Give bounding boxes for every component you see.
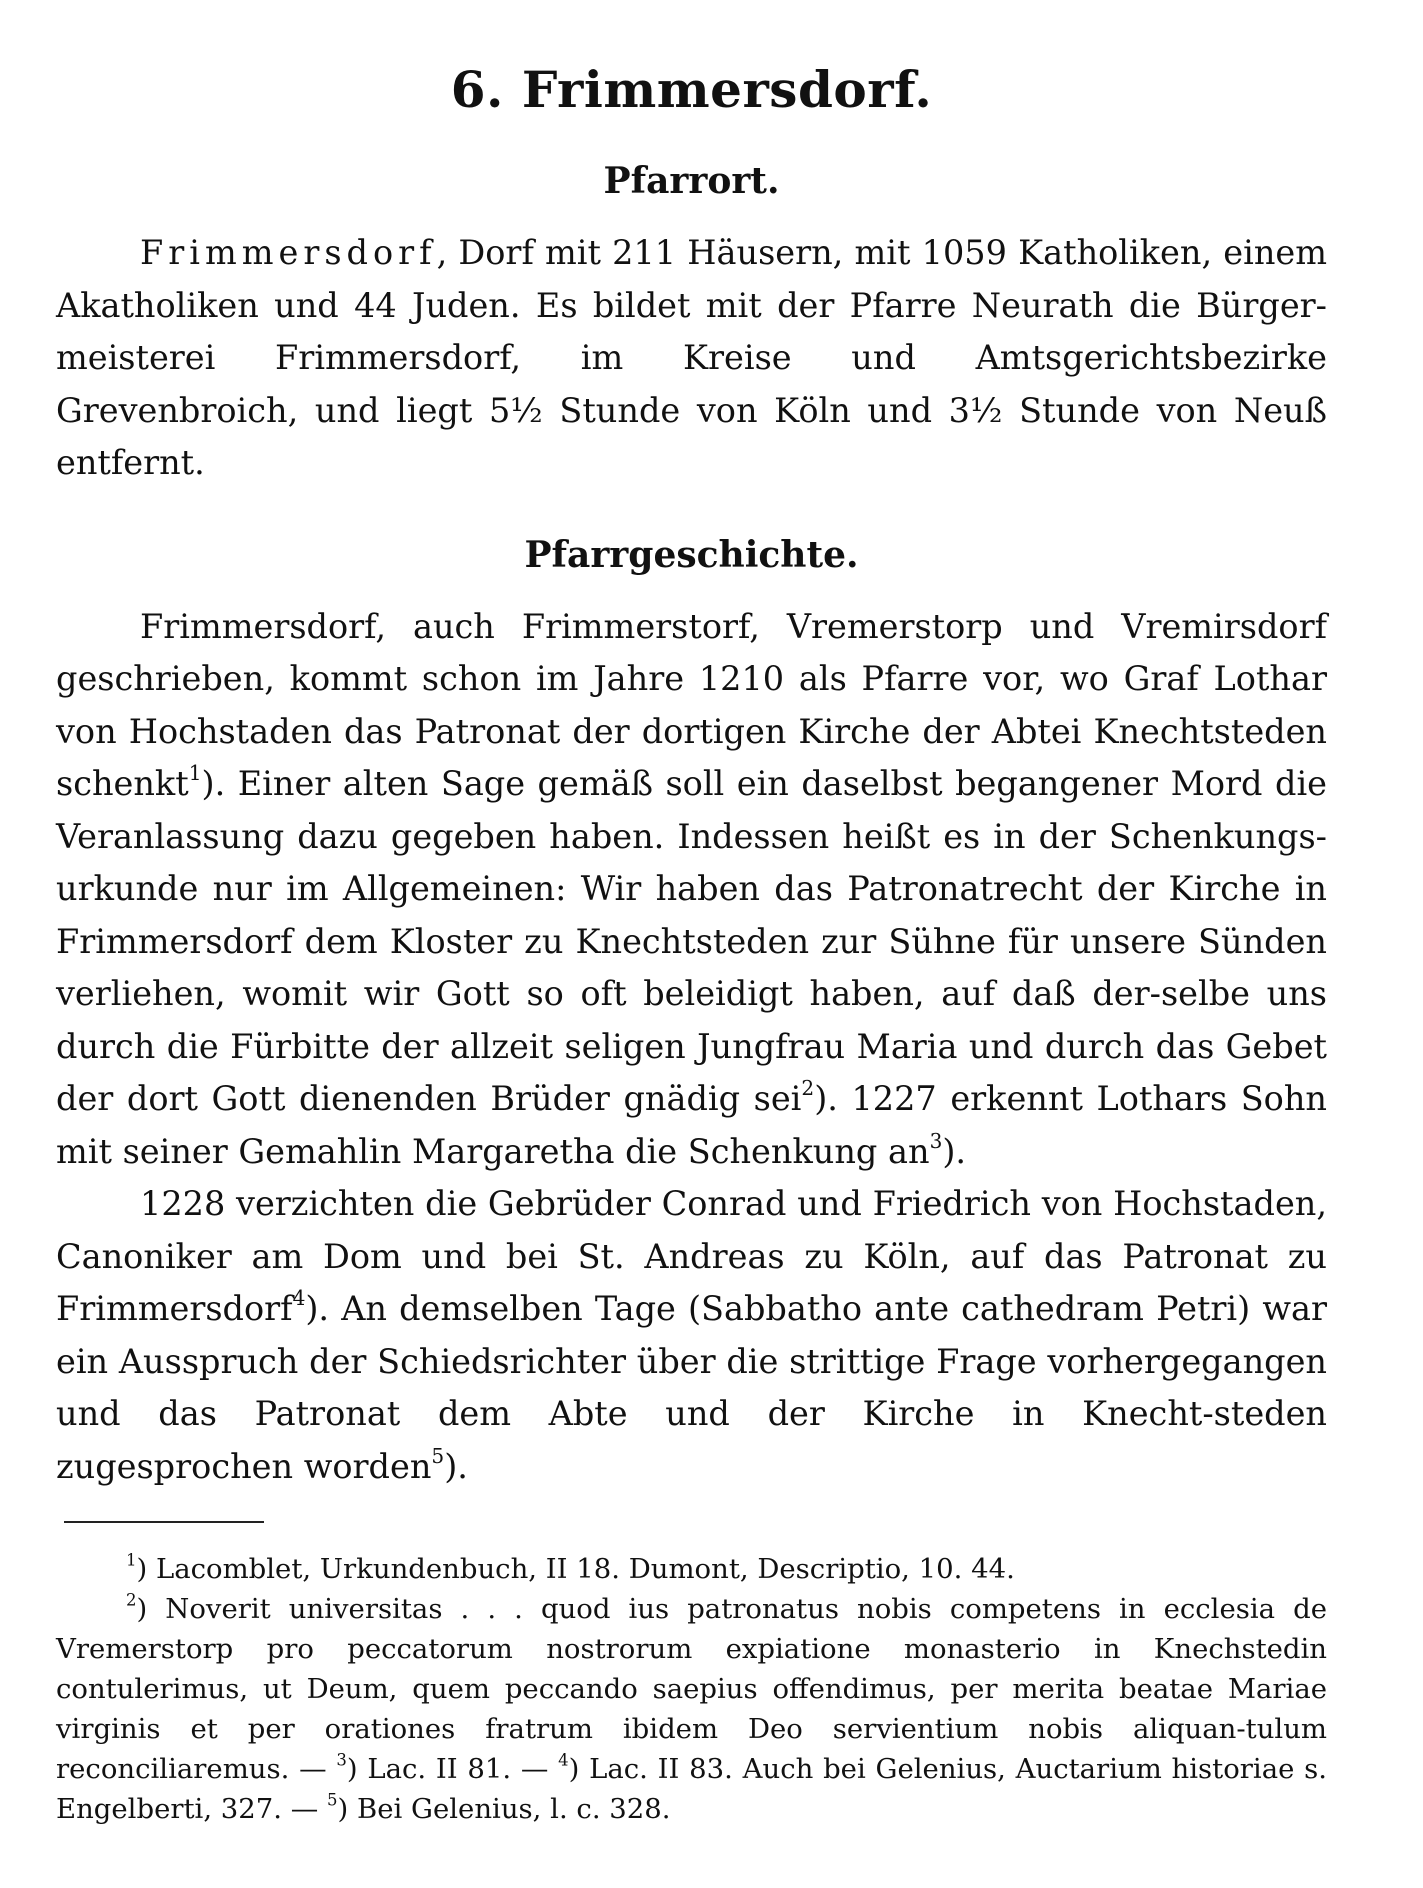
- footnote-text: ) Lacomblet, Urkundenbuch, II 18. Dumont, Descriptio, 10. 44.: [136, 1553, 1015, 1586]
- footnote-number: 1: [126, 1551, 137, 1570]
- footnote-number: 3: [336, 1751, 347, 1770]
- paragraph-pfarrort: [56, 227, 1327, 490]
- lead-placename: Frimmersdorf: [140, 233, 437, 273]
- paragraph-text: ). 1227 erkennt Lothars Sohn mit seiner Gemahlin Margaretha die Schenkung an: [56, 1079, 1327, 1171]
- footnote-number: 2: [126, 1591, 137, 1610]
- paragraph-text: Frimmersdorf, auch Frimmerstorf, Vremerstorp und Vremirsdorf geschrieben, kommt schon im Jahre 1210 als Pfarre vor, wo Graf Lothar von Hochstaden das Patronat der dortigen Kirche der Abtei Knechtsteden schenkt: [56, 606, 1327, 804]
- footnote-1: [56, 1549, 1327, 1589]
- footnote-ref-5: 5: [431, 1443, 445, 1468]
- footnote-2: [56, 1589, 1327, 1829]
- footnote-ref-1: 1: [188, 761, 202, 786]
- paragraph-text: 1228 verzichten die Gebrüder Conrad und Friedrich von Hochstaden, Canoniker am Dom und bei St. Andreas zu Köln, auf das Patronat zu Frimmersdorf: [56, 1184, 1327, 1329]
- footnote-number: 4: [558, 1751, 569, 1770]
- footnote-text: ) Lac. II 83. Auch bei Gelenius, Auctarium historiae s. Engelberti, 327. —: [56, 1753, 1327, 1826]
- paragraph-text: ).: [942, 1131, 967, 1171]
- paragraph-text: ).: [444, 1446, 468, 1486]
- footnote-divider: [64, 1521, 264, 1523]
- section-heading-pfarrort: Pfarrort.: [603, 160, 780, 202]
- footnote-ref-3: 3: [929, 1128, 943, 1153]
- footnote-text: ) Noverit universitas . . . quod ius patronatus nobis competens in ecclesia de Vremerstorp pro peccatorum nostrorum expiatione monasterio in Knechstedin contulerimus, ut Deum, quem peccando saepius offendimus, per merita beatae Mariae virginis et per orationes fratrum ibidem Deo servientium nobis aliquan-tulum reconciliaremus. —: [56, 1593, 1327, 1786]
- section-heading-pfarrgeschichte: Pfarrgeschichte.: [524, 533, 859, 576]
- paragraph-history-2: [56, 1178, 1327, 1493]
- footnote-text: ) Lac. II 81. —: [346, 1753, 559, 1786]
- paragraph-history-1: [56, 601, 1327, 1179]
- paragraph-text: ). Einer alten Sage gemäß soll ein daselbst begangener Mord die Veranlassung dazu gegeben haben. Indessen heißt es in der Schenkungs-urkunde nur im Allgemeinen: Wir haben das Patronatrecht der Kirche in Frimmersdorf dem Kloster zu Knechtsteden zur Sühne für unsere Sünden verliehen, womit wir Gott so oft beleidigt haben, auf daß der-selbe uns durch die Fürbitte der allzeit seligen Jungfrau Maria und durch das Gebet der dort Gott dienenden Brüder gnädig sei: [56, 764, 1327, 1119]
- chapter-title: 6. Frimmersdorf.: [450, 60, 933, 119]
- footnote-number: 5: [327, 1791, 338, 1810]
- footnote-ref-2: 2: [801, 1076, 815, 1101]
- footnote-ref-4: 4: [292, 1286, 306, 1311]
- footnote-text: ) Bei Gelenius, l. c. 328.: [337, 1793, 671, 1826]
- paragraph-text: ). An demselben Tage (Sabbatho ante cathedram Petri) war ein Ausspruch der Schiedsrichter über die strittige Frage vorhergegangen und das Patronat dem Abte und der Kirche in Knecht-steden zugesprochen worden: [56, 1289, 1327, 1486]
- paragraph-text: , Dorf mit 211 Häusern, mit 1059 Katholiken, einem Akatholiken und 44 Juden. Es bildet mit der Pfarre Neurath die Bürger-meisterei Frimmersdorf, im Kreise und Amtsgerichtsbezirke Grevenbroich, und liegt 5½ Stunde von Köln und 3½ Stunde von Neuß entfernt.: [56, 233, 1327, 483]
